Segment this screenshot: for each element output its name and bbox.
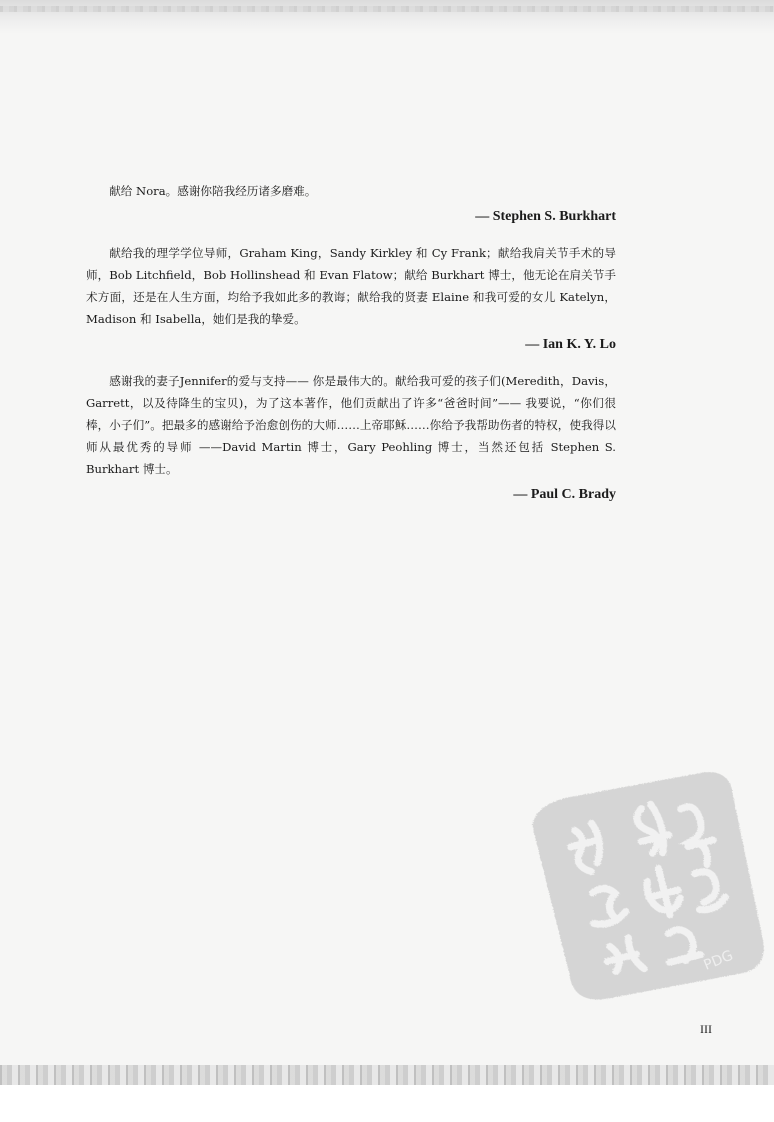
dedication-paragraph-1: 献给 Nora。感谢你陪我经历诸多磨难。 [109, 184, 317, 198]
scan-bottom-edge [0, 1065, 774, 1085]
dedication-paragraph-2: 献给我的理学学位导师，Graham King，Sandy Kirkley 和 Cy Frank；献给我肩关节手术的导师，Bob Litchfield，Bob Hollinshead 和 Evan Flatow；献给 Burkhart 博士，他无论在肩关节手术方面，还是在人生方面，均给予我如此多的教诲；献给我的贤妻 Elaine 和我可爱的女儿 Katelyn，Madison 和 Isabella，她们是我的挚爱。 [86, 246, 616, 326]
library-seal-watermark [520, 760, 770, 1010]
dedication-paragraph-3: 感谢我的妻子Jennifer的爱与支持—— 你是最伟大的。献给我可爱的孩子们(Meredith，Davis，Garrett，以及待降生的宝贝)，为了这本著作，他们贡献出了许多“爸爸时间”—— 我要说，“你们很棒，小子们”。把最多的感谢给予治愈创伤的大师……上帝耶稣……你给予我帮助伤者的特权，使我得以师从最优秀的导师 ——David Martin 博士，Gary Peohling 博士，当然还包括 Stephen S. Burkhart 博士。 [86, 374, 616, 476]
scan-top-edge [0, 0, 774, 34]
signature-ian-lo: — Ian K. Y. Lo [525, 337, 616, 352]
seal-pdg-text: PDG [701, 947, 736, 974]
signature-stephen-burkhart: — Stephen S. Burkhart [475, 209, 616, 224]
dedication-section [86, 180, 616, 520]
page-margin-bottom [0, 1085, 774, 1122]
page-number: III [700, 1022, 712, 1036]
signature-paul-brady: — Paul C. Brady [513, 487, 616, 502]
